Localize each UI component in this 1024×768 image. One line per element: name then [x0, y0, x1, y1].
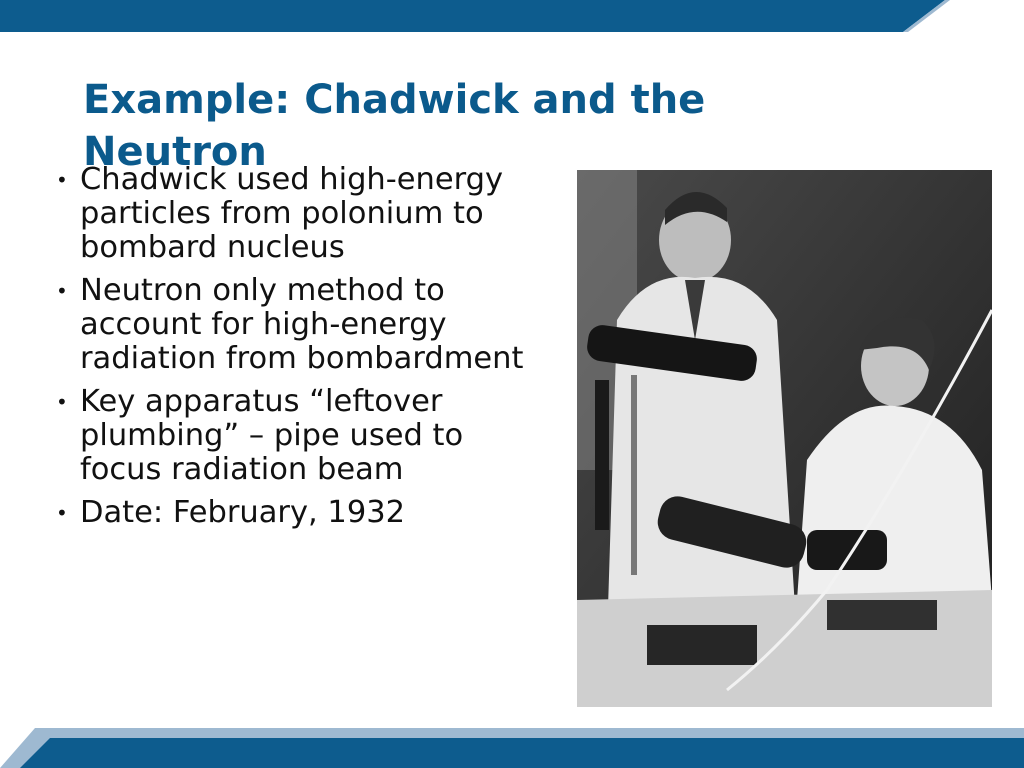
slide-title: Example: Chadwick and the Neutron — [83, 77, 706, 175]
bullet-text: Date: February, 1932 — [80, 495, 406, 530]
bullet-item — [50, 274, 530, 376]
bullet-list — [50, 163, 530, 539]
bullet-item — [50, 163, 530, 265]
bullet-text: Key apparatus “leftover plumbing” – pipe used to focus radiation beam — [80, 384, 464, 487]
bullet-dot-icon: • — [56, 501, 68, 525]
bullet-dot-icon: • — [56, 168, 68, 192]
bullet-text: Neutron only method to account for high-energy radiation from bombardment — [80, 273, 524, 376]
bullet-item — [50, 496, 530, 530]
top-decorative-band — [0, 0, 1024, 32]
bullet-dot-icon: • — [56, 279, 68, 303]
bullet-item — [50, 385, 530, 487]
bullet-dot-icon: • — [56, 390, 68, 414]
photo-chadwick-lab — [577, 170, 992, 707]
bullet-text: Chadwick used high-energy particles from polonium to bombard nucleus — [80, 162, 504, 265]
bottom-decorative-band — [0, 728, 1024, 768]
